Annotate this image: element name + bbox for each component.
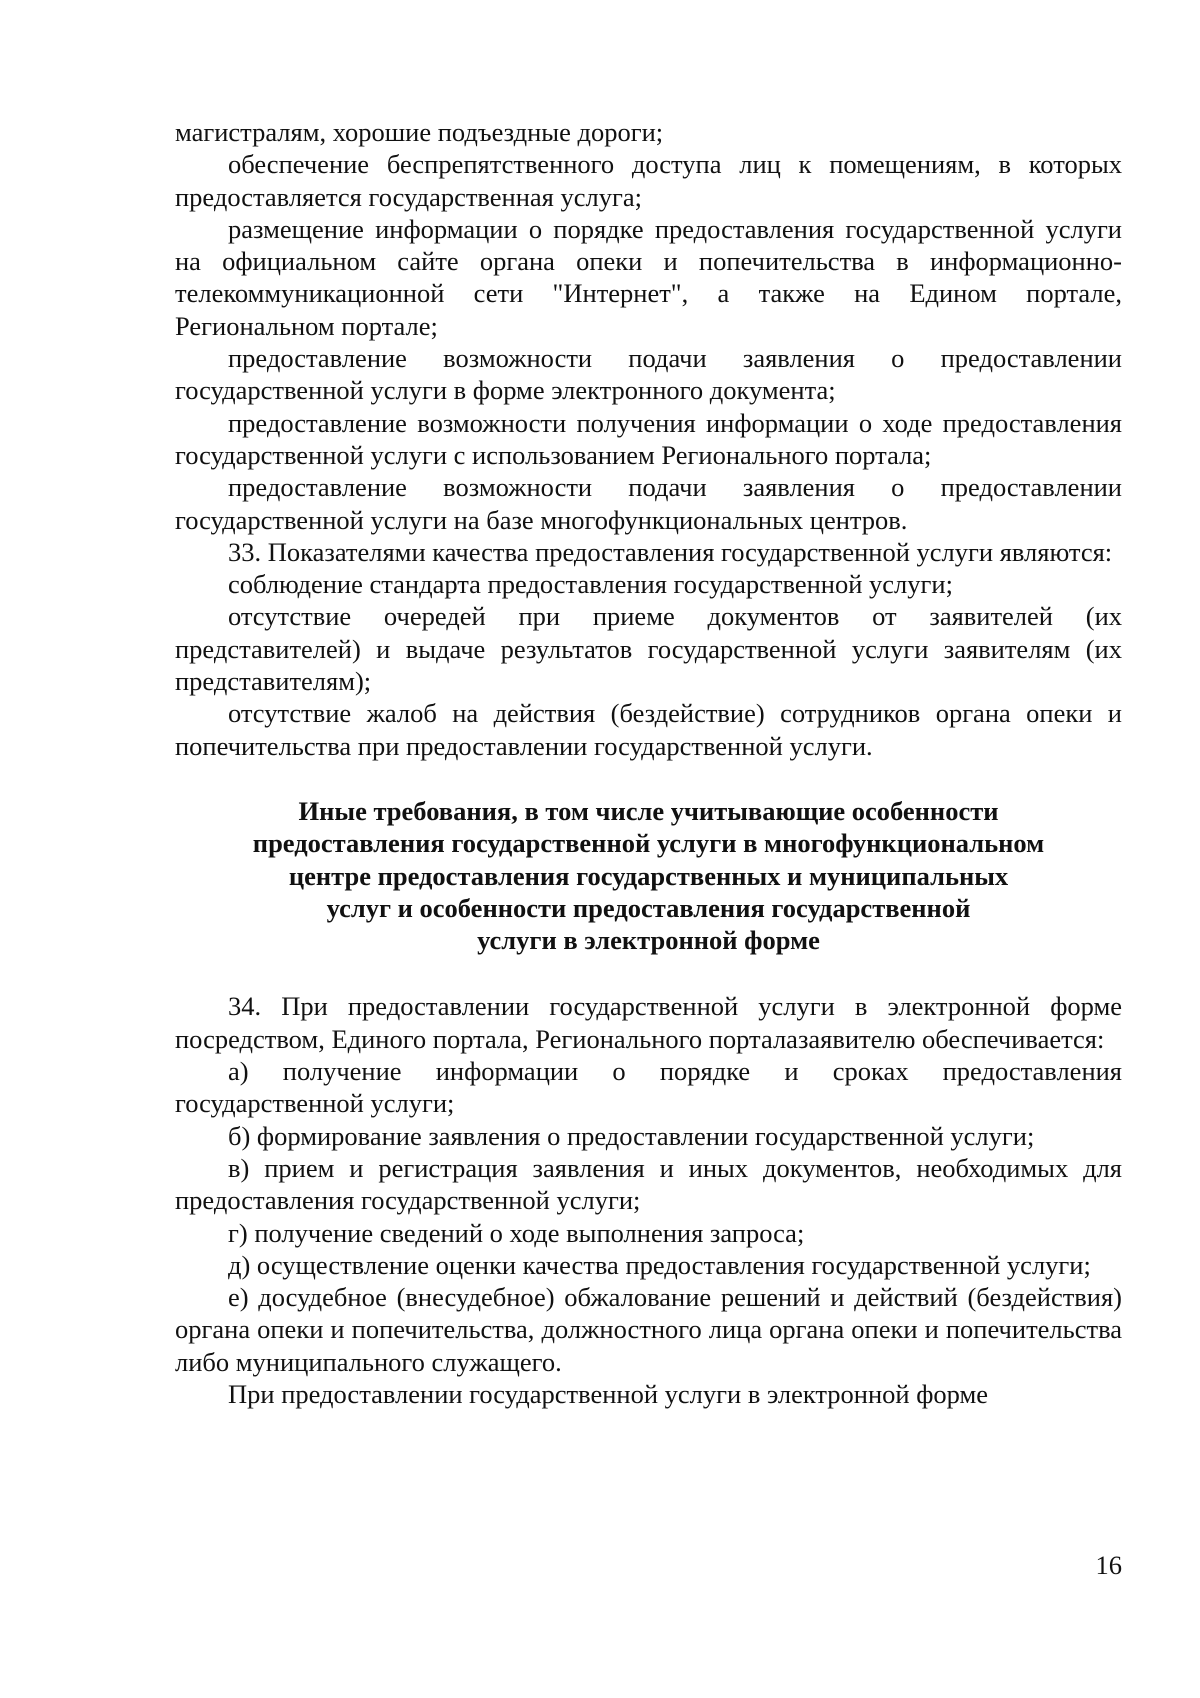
list-item: б) формирование заявления о предоставлении государственной услуги; [228,1120,1035,1151]
paragraph: магистралям, хорошие подъездные дороги; [175,117,664,147]
paragraph-item-33: 33. Показателями качества предоставления государственной услуги являются: [228,536,1113,567]
list-item: д) осуществление оценки качества предоставления государственной услуги; [228,1249,1091,1280]
heading-line: Иные требования, в том числе учитывающие особенности [298,795,999,826]
list-item: е) досудебное (внесудебное) обжалование решений и действий (бездействия) органа опеки и попечительства, должностного лица органа опеки и попечительства либо муниципального служащего. [175,1282,1122,1377]
paragraph: отсутствие жалоб на действия (бездействие) сотрудников органа опеки и попечительства при предоставлении государственной услуги. [175,698,1122,761]
paragraph: размещение информации о порядке предоставления государственной услуги на официальном сайте органа опеки и попечительства в информационно-телекоммуникационной сети "Интернет", а также на Едином портале, Региональном портале; [175,213,1122,341]
paragraph: предоставление возможности получения информации о ходе предоставления государственной услуги с использованием Регионального портала; [175,407,1122,470]
paragraph: предоставление возможности подачи заявления о предоставлении государственной услуги в форме электронного документа; [175,343,1122,406]
list-item: в) прием и регистрация заявления и иных документов, необходимых для предоставления государственной услуги; [175,1152,1122,1216]
paragraph-item-34: 34. При предоставлении государственной услуги в электронной форме посредством, Единого портала, Регионального порталазаявителю обеспечивается: [175,991,1122,1054]
section-heading [175,795,1122,956]
list-item: а) получение информации о порядке и сроках предоставления государственной услуги; [175,1056,1122,1119]
paragraph: обеспечение беспрепятственного доступа лиц к помещениям, в которых предоставляется государственная услуга; [175,149,1122,212]
heading-line: услуги в электронной форме [477,925,820,956]
paragraph: При предоставлении государственной услуги в электронной форме [228,1378,988,1409]
heading-line: центре предоставления государственных и муниципальных [288,860,1009,891]
document-body [175,116,1122,1410]
heading-line: услуг и особенности предоставления государственной [326,892,971,923]
paragraph: отсутствие очередей при приеме документов от заявителей (их представителей) и выдаче результатов государственной услуги заявителям (их представителям); [175,601,1122,697]
paragraph: предоставление возможности подачи заявления о предоставлении государственной услуги на базе многофункциональных центров. [175,472,1122,535]
heading-line: предоставления государственной услуги в многофункциональном [252,828,1045,859]
list-item: г) получение сведений о ходе выполнения запроса; [228,1217,805,1248]
page-number: 16 [1095,1550,1122,1580]
paragraph: соблюдение стандарта предоставления государственной услуги; [228,569,953,600]
